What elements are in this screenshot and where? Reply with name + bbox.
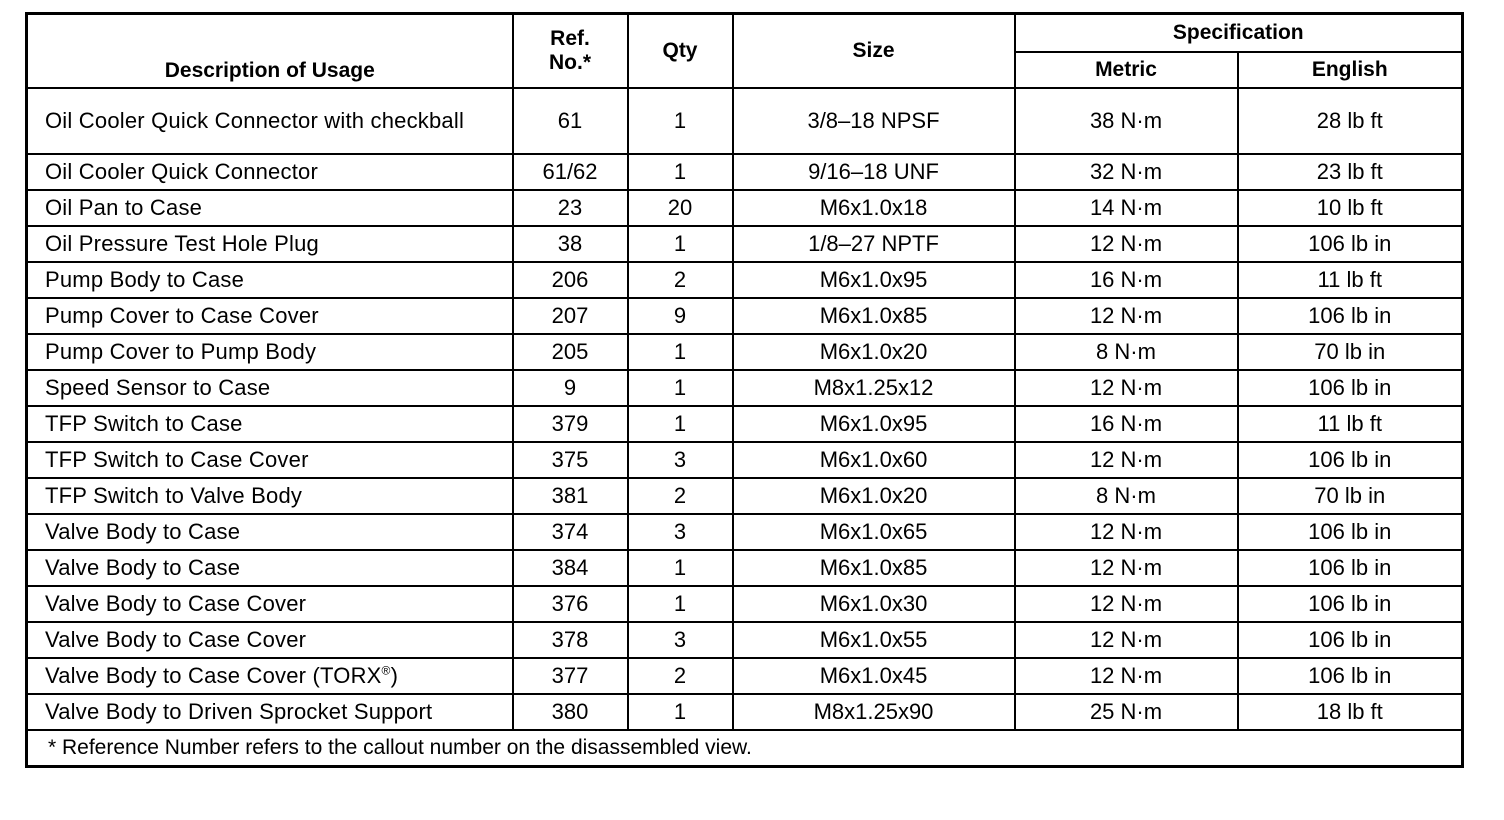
row-description: Valve Body to Case Cover: [27, 622, 513, 658]
header-english: English: [1238, 52, 1463, 88]
row-qty: 9: [628, 298, 733, 334]
row-description: Oil Cooler Quick Connector with checkball: [27, 88, 513, 154]
row-english: 106 lb in: [1238, 370, 1463, 406]
row-english: 106 lb in: [1238, 622, 1463, 658]
row-english: 106 lb in: [1238, 298, 1463, 334]
row-size: M6x1.0x20: [733, 334, 1015, 370]
row-metric: 14 N·m: [1015, 190, 1238, 226]
row-size: M6x1.0x45: [733, 658, 1015, 694]
header-size: Size: [733, 14, 1015, 88]
row-description: Valve Body to Case Cover: [27, 586, 513, 622]
row-ref: 379: [513, 406, 628, 442]
row-size: M6x1.0x20: [733, 478, 1015, 514]
header-ref-line1: Ref.: [550, 26, 590, 50]
row-english: 106 lb in: [1238, 586, 1463, 622]
row-ref: 381: [513, 478, 628, 514]
row-metric: 12 N·m: [1015, 622, 1238, 658]
row-qty: 2: [628, 658, 733, 694]
row-metric: 16 N·m: [1015, 262, 1238, 298]
table-row: [27, 622, 1463, 658]
row-description: Oil Pressure Test Hole Plug: [27, 226, 513, 262]
row-qty: 3: [628, 514, 733, 550]
row-english: 11 lb ft: [1238, 262, 1463, 298]
row-metric: 12 N·m: [1015, 226, 1238, 262]
row-ref: 378: [513, 622, 628, 658]
row-description: [27, 658, 513, 694]
row-metric: 25 N·m: [1015, 694, 1238, 730]
row-size: 3/8–18 NPSF: [733, 88, 1015, 154]
row-metric: 12 N·m: [1015, 658, 1238, 694]
row-description: Speed Sensor to Case: [27, 370, 513, 406]
row-ref: 61/62: [513, 154, 628, 190]
row-size: M8x1.25x12: [733, 370, 1015, 406]
row-english: 106 lb in: [1238, 514, 1463, 550]
row-ref: 377: [513, 658, 628, 694]
table-row: [27, 694, 1463, 730]
row-qty: 3: [628, 622, 733, 658]
row-qty: 1: [628, 226, 733, 262]
row-english: 28 lb ft: [1238, 88, 1463, 154]
table-row: [27, 658, 1463, 694]
row-size: M6x1.0x95: [733, 262, 1015, 298]
row-ref: 374: [513, 514, 628, 550]
row-metric: 8 N·m: [1015, 334, 1238, 370]
row-size: M6x1.0x60: [733, 442, 1015, 478]
footnote: * Reference Number refers to the callout number on the disassembled view.: [27, 730, 1463, 767]
table-row: [27, 298, 1463, 334]
row-description: Valve Body to Case: [27, 514, 513, 550]
table-row: [27, 88, 1463, 154]
row-qty: 1: [628, 694, 733, 730]
row-qty: 1: [628, 334, 733, 370]
row-metric: 12 N·m: [1015, 514, 1238, 550]
header-ref-no: [513, 14, 628, 88]
row-size: M6x1.0x30: [733, 586, 1015, 622]
row-metric: 12 N·m: [1015, 370, 1238, 406]
row-description: Pump Cover to Pump Body: [27, 334, 513, 370]
table-row: [27, 190, 1463, 226]
row-description-text: Valve Body to Case Cover (TORX: [45, 662, 382, 688]
row-ref: 205: [513, 334, 628, 370]
row-english: 106 lb in: [1238, 658, 1463, 694]
header-description: Description of Usage: [27, 14, 513, 88]
table-row: [27, 370, 1463, 406]
row-metric: 12 N·m: [1015, 586, 1238, 622]
row-size: M6x1.0x85: [733, 298, 1015, 334]
header-ref-line2: No.*: [549, 50, 591, 74]
table-row: [27, 550, 1463, 586]
row-description: TFP Switch to Valve Body: [27, 478, 513, 514]
table-row: [27, 406, 1463, 442]
row-metric: 12 N·m: [1015, 298, 1238, 334]
row-size: 9/16–18 UNF: [733, 154, 1015, 190]
row-size: M8x1.25x90: [733, 694, 1015, 730]
row-qty: 1: [628, 406, 733, 442]
row-description: Oil Cooler Quick Connector: [27, 154, 513, 190]
row-english: 18 lb ft: [1238, 694, 1463, 730]
row-qty: 3: [628, 442, 733, 478]
row-qty: 1: [628, 154, 733, 190]
header-metric: Metric: [1015, 52, 1238, 88]
row-size: M6x1.0x85: [733, 550, 1015, 586]
row-metric: 12 N·m: [1015, 442, 1238, 478]
row-english: 70 lb in: [1238, 334, 1463, 370]
row-english: 10 lb ft: [1238, 190, 1463, 226]
table-row: [27, 514, 1463, 550]
row-ref: 384: [513, 550, 628, 586]
row-english: 23 lb ft: [1238, 154, 1463, 190]
row-qty: 1: [628, 550, 733, 586]
row-qty: 1: [628, 370, 733, 406]
row-ref: 9: [513, 370, 628, 406]
row-description: TFP Switch to Case Cover: [27, 442, 513, 478]
table-row: [27, 334, 1463, 370]
table-row: [27, 154, 1463, 190]
row-size: M6x1.0x65: [733, 514, 1015, 550]
row-english: 70 lb in: [1238, 478, 1463, 514]
row-size: M6x1.0x95: [733, 406, 1015, 442]
row-ref: 380: [513, 694, 628, 730]
row-ref: 38: [513, 226, 628, 262]
table-row: [27, 226, 1463, 262]
table-row: [27, 262, 1463, 298]
table-row: [27, 586, 1463, 622]
header-specification: Specification: [1015, 14, 1463, 52]
row-english: 106 lb in: [1238, 226, 1463, 262]
row-qty: 20: [628, 190, 733, 226]
table-row: [27, 478, 1463, 514]
row-size: 1/8–27 NPTF: [733, 226, 1015, 262]
row-metric: 32 N·m: [1015, 154, 1238, 190]
row-ref: 375: [513, 442, 628, 478]
row-metric: 12 N·m: [1015, 550, 1238, 586]
footnote-row: [27, 730, 1463, 767]
header-qty: Qty: [628, 14, 733, 88]
row-qty: 2: [628, 478, 733, 514]
row-metric: 38 N·m: [1015, 88, 1238, 154]
row-size: M6x1.0x18: [733, 190, 1015, 226]
row-ref: 206: [513, 262, 628, 298]
row-ref: 207: [513, 298, 628, 334]
row-metric: 16 N·m: [1015, 406, 1238, 442]
row-description-tail: ): [390, 662, 399, 688]
row-description: Oil Pan to Case: [27, 190, 513, 226]
row-ref: 23: [513, 190, 628, 226]
row-description: Valve Body to Case: [27, 550, 513, 586]
row-description: Pump Body to Case: [27, 262, 513, 298]
row-qty: 1: [628, 88, 733, 154]
row-qty: 1: [628, 586, 733, 622]
row-english: 11 lb ft: [1238, 406, 1463, 442]
row-size: M6x1.0x55: [733, 622, 1015, 658]
row-ref: 376: [513, 586, 628, 622]
row-english: 106 lb in: [1238, 550, 1463, 586]
row-qty: 2: [628, 262, 733, 298]
torque-specification-table: [25, 12, 1464, 768]
row-ref: 61: [513, 88, 628, 154]
row-english: 106 lb in: [1238, 442, 1463, 478]
row-description: Pump Cover to Case Cover: [27, 298, 513, 334]
row-description: TFP Switch to Case: [27, 406, 513, 442]
row-metric: 8 N·m: [1015, 478, 1238, 514]
row-description: Valve Body to Driven Sprocket Support: [27, 694, 513, 730]
registered-mark: ®: [381, 663, 391, 678]
table-row: [27, 442, 1463, 478]
